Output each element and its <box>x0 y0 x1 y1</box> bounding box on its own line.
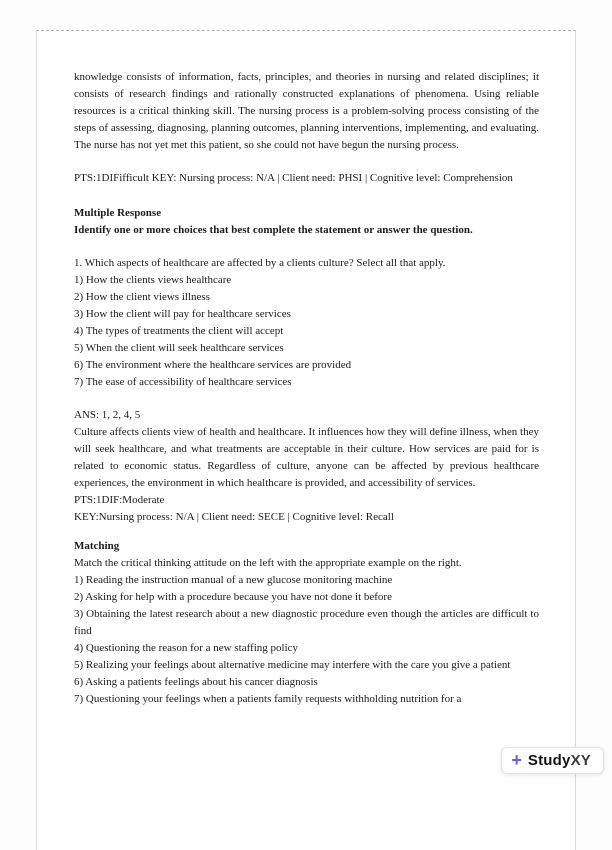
multiple-response-instruction: Identify one or more choices that best complete the statement or answer the question. <box>74 224 473 236</box>
option-5: 5) When the client will seek healthcare services <box>74 342 284 354</box>
option-7: 7) The ease of accessibility of healthcare services <box>74 376 292 388</box>
question-options <box>74 272 539 391</box>
brand-study: Study <box>527 752 571 769</box>
option-6: 6) The environment where the healthcare services are provided <box>74 359 352 371</box>
option-1: 1) How the clients views healthcare <box>74 274 232 286</box>
matching-items <box>74 572 539 708</box>
matching-item-3: 3) Obtaining the latest research about a new diagnostic procedure even though the articles are difficult to find <box>74 608 539 637</box>
matching-item-7: 7) Questioning your feelings when a patients family requests withholding nutrition for a <box>74 693 462 705</box>
meta-line: PTS:1DIFifficult KEY: Nursing process: N/A | Client need: PHSI | Cognitive level: Comprehension <box>74 172 513 184</box>
plus-icon: + <box>511 749 522 770</box>
key-line: KEY:Nursing process: N/A | Client need: SECE | Cognitive level: Recall <box>74 511 394 523</box>
option-4: 4) The types of treatments the client will accept <box>74 325 284 337</box>
answer-line: ANS: 1, 2, 4, 5 <box>74 409 141 421</box>
question-stem: 1. Which aspects of healthcare are affected by a clients culture? Select all that apply. <box>74 257 446 269</box>
studyxy-brand-badge <box>501 747 604 774</box>
matching-item-1: 1) Reading the instruction manual of a new glucose monitoring machine <box>74 574 393 586</box>
document-page <box>36 30 576 850</box>
matching-item-6: 6) Asking a patients feelings about his cancer diagnosis <box>74 676 318 688</box>
page-content <box>37 31 575 708</box>
matching-item-2: 2) Asking for help with a procedure because you have not done it before <box>74 591 392 603</box>
rationale-paragraph: Culture affects clients view of health and healthcare. It influences how they will define illness, when they will seek healthcare, and what treatments are acceptable in their culture. How services are paid for is related to economic status. Regardless of culture, anyone can be affected by previous healthcare experiences, the environment in which healthcare is provided, and accessibility of services. <box>74 426 539 489</box>
matching-item-4: 4) Questioning the reason for a new staffing policy <box>74 642 299 654</box>
option-3: 3) How the client will pay for healthcare services <box>74 308 291 320</box>
matching-instruction: Match the critical thinking attitude on the left with the appropriate example on the right. <box>74 557 462 569</box>
matching-item-5: 5) Realizing your feelings about alternative medicine may interfere with the care you give a patient <box>74 659 511 671</box>
brand-text <box>528 752 591 769</box>
brand-xy: XY <box>570 752 591 769</box>
section-heading-matching: Matching <box>74 540 120 552</box>
pts-line: PTS:1DIF:Moderate <box>74 494 165 506</box>
section-heading-multiple-response: Multiple Response <box>74 207 162 219</box>
answer-block <box>74 407 539 526</box>
intro-paragraph: knowledge consists of information, facts, principles, and theories in nursing and related disciplines; it consists of research findings and rationally constructed explanations of phenomena. Using reliable resources is a critical thinking skill. The nursing process is a problem-solving process consisting of the steps of assessing, diagnosing, planning outcomes, planning interventions, implementing, and evaluating. The nurse has not yet met this patient, so she could not have begun the nursing process. <box>74 71 539 151</box>
option-2: 2) How the client views illness <box>74 291 210 303</box>
